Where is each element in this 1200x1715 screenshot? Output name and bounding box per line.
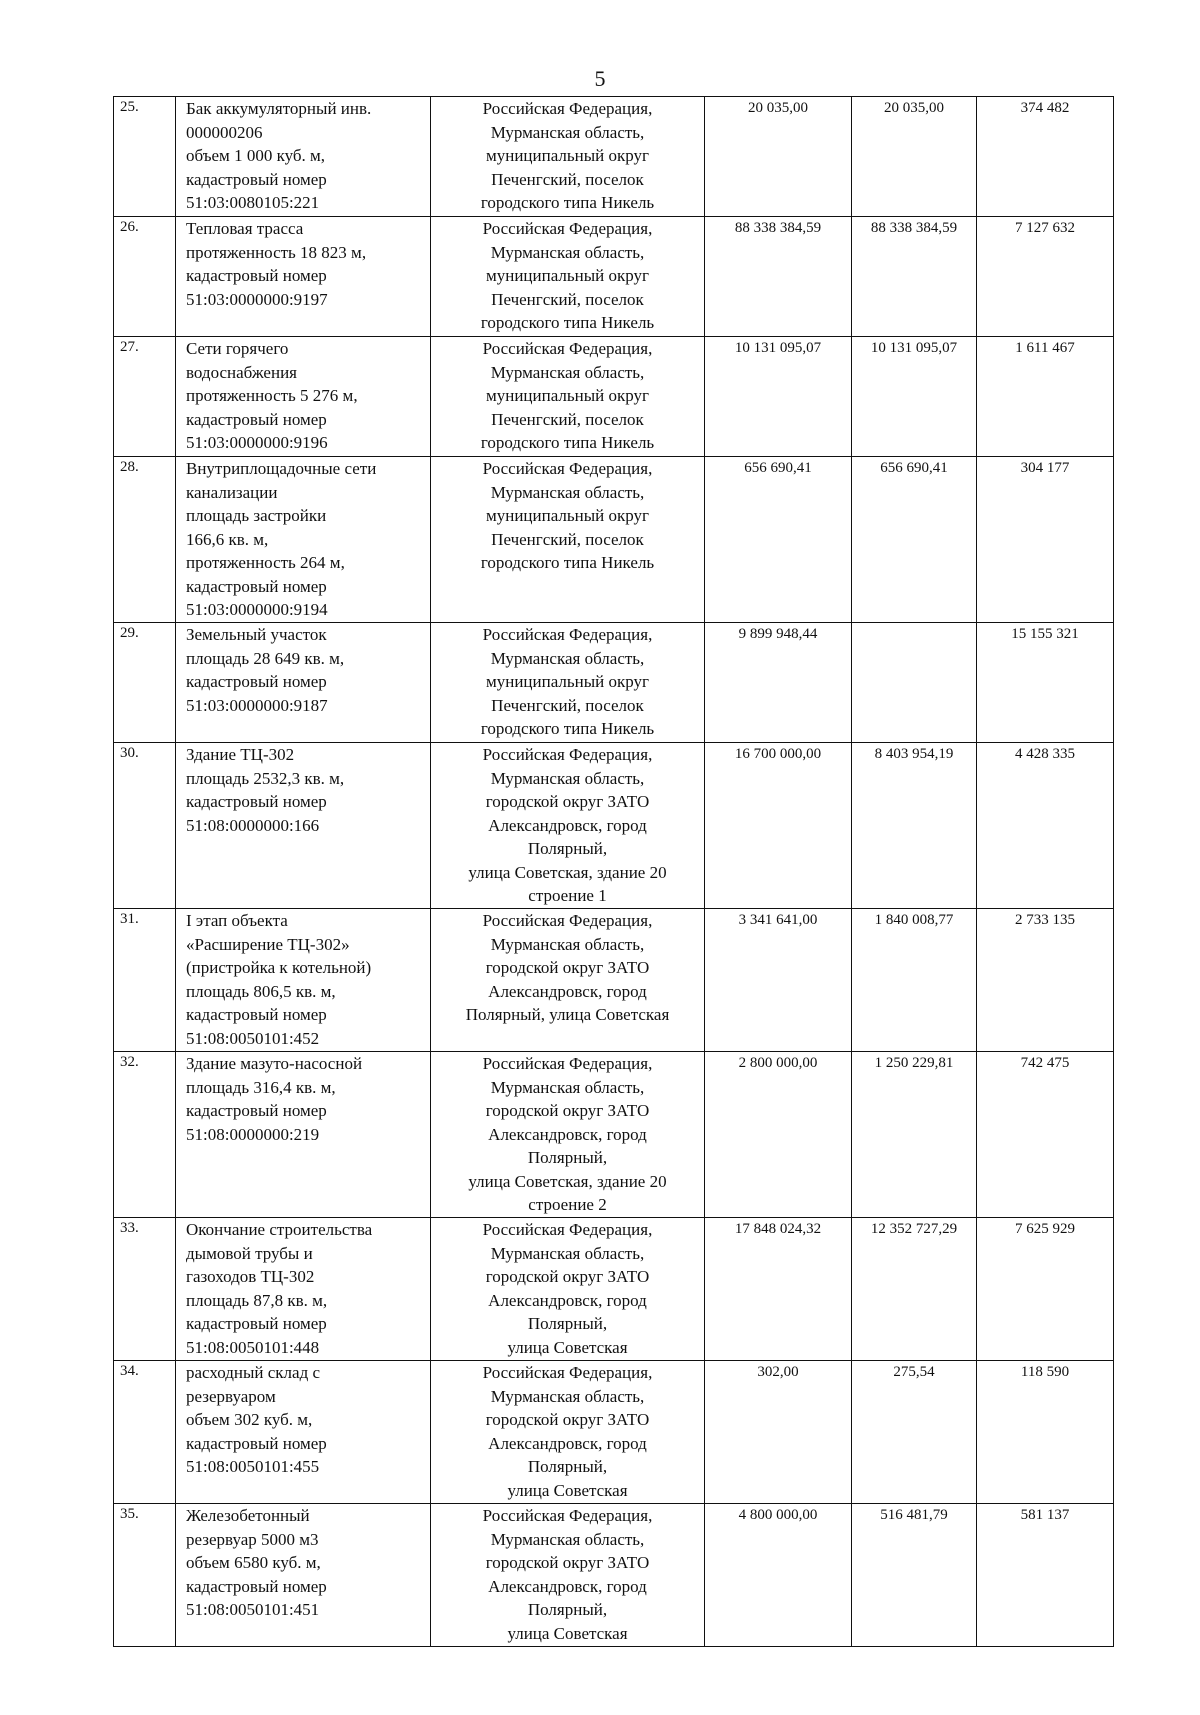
value-cell-3: 15 155 321 (977, 623, 1114, 743)
object-name-cell (176, 623, 431, 743)
address-line: Мурманская область, (490, 362, 645, 382)
value-cell-1: 17 848 024,32 (705, 1218, 852, 1361)
table-row (114, 909, 1114, 1052)
value-cell-1: 20 035,00 (705, 97, 852, 217)
value-cell-1: 2 800 000,00 (705, 1052, 852, 1218)
table-row (114, 623, 1114, 743)
object-name-line: кадастровый номер (186, 1005, 327, 1024)
object-name-line: площадь 87,8 кв. м, (186, 1290, 328, 1310)
object-name-line: кадастровый номер (186, 1576, 327, 1596)
object-name-line: кадастровый номер (186, 266, 327, 285)
row-number: 29. (114, 623, 176, 743)
address-line: муниципальный округ (485, 672, 650, 691)
object-name-line: 51:08:0000000:219 (186, 1124, 320, 1144)
object-name-line: кадастровый номер (186, 792, 327, 811)
address-line: Мурманская область, (490, 934, 645, 954)
row-number: 28. (114, 457, 176, 623)
address-line: Мурманская область, (490, 482, 645, 502)
object-name-line: протяженность 5 276 м, (186, 386, 358, 405)
object-name-line: резервуаром (186, 1386, 276, 1406)
object-name-line: объем 1 000 куб. м, (186, 146, 326, 165)
value-cell-3: 374 482 (977, 97, 1114, 217)
object-name-line: Окончание строительства (186, 1220, 373, 1239)
value-cell-3: 742 475 (977, 1052, 1114, 1218)
object-name-line: Железобетонный (186, 1506, 310, 1525)
address-cell (431, 1052, 705, 1218)
address-line: Александровск, город (488, 1124, 647, 1144)
object-name-line: Бак аккумуляторный инв. (186, 99, 372, 118)
address-line: Российская Федерация, (482, 625, 653, 644)
value-cell-2: 1 840 008,77 (852, 909, 977, 1052)
object-name-line: Земельный участок (186, 625, 327, 644)
address-line: Александровск, город (488, 1290, 647, 1310)
address-cell (431, 743, 705, 909)
address-line: Александровск, город (488, 815, 647, 835)
address-cell (431, 909, 705, 1052)
object-name-line: площадь застройки (186, 506, 327, 525)
object-name-line: площадь 28 649 кв. м, (186, 648, 345, 668)
address-line: городской округ ЗАТО (485, 958, 650, 977)
address-line: Печенгский, поселок (491, 695, 644, 715)
object-name-line: Здание мазуто-насосной (186, 1054, 363, 1073)
address-cell (431, 457, 705, 623)
object-name-cell (176, 457, 431, 623)
address-line: муниципальный округ (485, 386, 650, 405)
address-line: городской округ ЗАТО (485, 1553, 650, 1572)
value-cell-3: 581 137 (977, 1504, 1114, 1647)
value-cell-2: 10 131 095,07 (852, 337, 977, 457)
address-line: Мурманская область, (490, 1077, 645, 1097)
object-name-line: площадь 806,5 кв. м, (186, 981, 336, 1001)
object-name-line: (пристройка к котельной) (186, 958, 372, 977)
address-line: городской округ ЗАТО (485, 1267, 650, 1286)
address-line: Полярный, (527, 1600, 608, 1619)
address-cell (431, 1361, 705, 1504)
value-cell-3: 1 611 467 (977, 337, 1114, 457)
address-line: Российская Федерация, (482, 911, 653, 930)
value-cell-2: 656 690,41 (852, 457, 977, 623)
value-cell-3: 304 177 (977, 457, 1114, 623)
address-line: Мурманская область, (490, 122, 645, 142)
value-cell-1: 10 131 095,07 (705, 337, 852, 457)
address-line: Российская Федерация, (482, 1506, 653, 1525)
object-name-line: площадь 316,4 кв. м, (186, 1077, 336, 1097)
address-line: Российская Федерация, (482, 99, 653, 118)
object-name-line: площадь 2532,3 кв. м, (186, 768, 345, 788)
address-line: строение 2 (528, 1195, 607, 1214)
object-name-cell (176, 909, 431, 1052)
value-cell-1: 656 690,41 (705, 457, 852, 623)
address-line: Александровск, город (488, 1576, 647, 1596)
address-line: улица Советская (507, 1623, 628, 1643)
address-line: улица Советская (507, 1480, 628, 1500)
address-line: Российская Федерация, (482, 1363, 653, 1382)
address-line: городского типа Никель (480, 553, 655, 572)
row-number: 31. (114, 909, 176, 1052)
property-registry-table (113, 96, 1114, 1647)
address-line: Российская Федерация, (482, 219, 653, 238)
object-name-line: водоснабжения (186, 362, 297, 382)
object-name-line: Здание ТЦ-302 (186, 745, 295, 764)
address-line: городской округ ЗАТО (485, 792, 650, 811)
value-cell-1: 9 899 948,44 (705, 623, 852, 743)
table-row (114, 1052, 1114, 1218)
object-name-line: I этап объекта (186, 911, 288, 930)
row-number: 26. (114, 217, 176, 337)
address-line: Печенгский, поселок (491, 529, 644, 549)
address-cell (431, 337, 705, 457)
address-line: Полярный, (527, 1457, 608, 1476)
address-line: Полярный, улица Советская (465, 1005, 670, 1024)
value-cell-3: 7 127 632 (977, 217, 1114, 337)
object-name-line: 51:08:0050101:448 (186, 1337, 320, 1357)
value-cell-2: 1 250 229,81 (852, 1052, 977, 1218)
object-name-line: 51:08:0050101:452 (186, 1028, 320, 1048)
address-line: строение 1 (528, 886, 607, 905)
object-name-line: 166,6 кв. м, (186, 529, 269, 549)
table-row (114, 1218, 1114, 1361)
table-row (114, 217, 1114, 337)
object-name-line: 000000206 (186, 122, 263, 142)
address-line: городского типа Никель (480, 193, 655, 212)
address-line: Александровск, город (488, 981, 647, 1001)
object-name-line: дымовой трубы и (186, 1243, 313, 1263)
object-name-line: протяженность 18 823 м, (186, 242, 367, 262)
address-line: городского типа Никель (480, 719, 655, 738)
value-cell-2: 275,54 (852, 1361, 977, 1504)
address-cell (431, 1504, 705, 1647)
value-cell-2 (852, 623, 977, 743)
object-name-line: 51:08:0000000:166 (186, 815, 320, 835)
object-name-cell (176, 337, 431, 457)
object-name-cell (176, 1361, 431, 1504)
address-cell (431, 623, 705, 743)
object-name-line: кадастровый номер (186, 409, 327, 429)
address-line: Мурманская область, (490, 768, 645, 788)
value-cell-2: 8 403 954,19 (852, 743, 977, 909)
object-name-cell (176, 1504, 431, 1647)
object-name-line: расходный склад с (186, 1363, 321, 1382)
address-line: Мурманская область, (490, 648, 645, 668)
value-cell-3: 7 625 929 (977, 1218, 1114, 1361)
address-line: Мурманская область, (490, 1243, 645, 1263)
table-row (114, 1361, 1114, 1504)
page-number: 5 (594, 66, 606, 91)
object-name-cell (176, 743, 431, 909)
value-cell-3: 118 590 (977, 1361, 1114, 1504)
object-name-line: 51:03:0000000:9196 (186, 433, 328, 452)
address-cell (431, 217, 705, 337)
address-line: Полярный, (527, 1314, 608, 1333)
row-number: 30. (114, 743, 176, 909)
address-line: Российская Федерация, (482, 1220, 653, 1239)
address-line: Российская Федерация, (482, 459, 653, 478)
address-line: Мурманская область, (490, 242, 645, 262)
object-name-line: 51:08:0050101:451 (186, 1600, 320, 1619)
row-number: 25. (114, 97, 176, 217)
row-number: 32. (114, 1052, 176, 1218)
object-name-line: Сети горячего (186, 339, 289, 358)
value-cell-1: 88 338 384,59 (705, 217, 852, 337)
address-line: Александровск, город (488, 1433, 647, 1453)
address-cell (431, 97, 705, 217)
address-line: Российская Федерация, (482, 1054, 653, 1073)
object-name-line: 51:03:0080105:221 (186, 193, 320, 212)
object-name-line: объем 302 куб. м, (186, 1410, 313, 1429)
object-name-line: 51:03:0000000:9194 (186, 600, 328, 619)
address-line: муниципальный округ (485, 506, 650, 525)
address-line: муниципальный округ (485, 266, 650, 285)
object-name-line: канализации (186, 482, 278, 502)
value-cell-1: 16 700 000,00 (705, 743, 852, 909)
address-line: муниципальный округ (485, 146, 650, 165)
table-row (114, 337, 1114, 457)
address-line: Печенгский, поселок (491, 289, 644, 309)
value-cell-1: 3 341 641,00 (705, 909, 852, 1052)
address-line: Мурманская область, (490, 1529, 645, 1549)
value-cell-1: 302,00 (705, 1361, 852, 1504)
address-line: Полярный, (527, 1148, 608, 1167)
address-line: Печенгский, поселок (491, 169, 644, 189)
table-row (114, 97, 1114, 217)
table-row (114, 457, 1114, 623)
address-line: улица Советская, здание 20 (468, 862, 667, 882)
address-line: Мурманская область, (490, 1386, 645, 1406)
object-name-line: резервуар 5000 м3 (186, 1529, 319, 1549)
object-name-line: кадастровый номер (186, 672, 327, 691)
value-cell-2: 516 481,79 (852, 1504, 977, 1647)
value-cell-2: 12 352 727,29 (852, 1218, 977, 1361)
object-name-cell (176, 1052, 431, 1218)
value-cell-1: 4 800 000,00 (705, 1504, 852, 1647)
object-name-line: Тепловая трасса (186, 219, 304, 238)
object-name-line: «Расширение ТЦ-302» (186, 934, 350, 954)
object-name-line: кадастровый номер (186, 576, 327, 596)
row-number: 27. (114, 337, 176, 457)
table-row (114, 743, 1114, 909)
object-name-line: кадастровый номер (186, 1314, 327, 1333)
address-line: улица Советская (507, 1337, 628, 1357)
row-number: 35. (114, 1504, 176, 1647)
object-name-cell (176, 97, 431, 217)
object-name-line: Внутриплощадочные сети (186, 459, 377, 478)
object-name-line: кадастровый номер (186, 169, 327, 189)
object-name-cell (176, 1218, 431, 1361)
object-name-line: 51:08:0050101:455 (186, 1457, 320, 1476)
value-cell-2: 20 035,00 (852, 97, 977, 217)
address-line: Полярный, (527, 839, 608, 858)
object-name-line: 51:03:0000000:9187 (186, 695, 328, 715)
address-cell (431, 1218, 705, 1361)
address-line: Российская Федерация, (482, 339, 653, 358)
object-name-line: газоходов ТЦ-302 (186, 1267, 315, 1286)
address-line: городского типа Никель (480, 433, 655, 452)
object-name-cell (176, 217, 431, 337)
address-line: городской округ ЗАТО (485, 1410, 650, 1429)
value-cell-2: 88 338 384,59 (852, 217, 977, 337)
address-line: Российская Федерация, (482, 745, 653, 764)
object-name-line: 51:03:0000000:9197 (186, 289, 328, 309)
address-line: городской округ ЗАТО (485, 1101, 650, 1120)
object-name-line: кадастровый номер (186, 1433, 327, 1453)
row-number: 33. (114, 1218, 176, 1361)
address-line: городского типа Никель (480, 313, 655, 332)
address-line: Печенгский, поселок (491, 409, 644, 429)
object-name-line: протяженность 264 м, (186, 553, 345, 572)
row-number: 34. (114, 1361, 176, 1504)
value-cell-3: 2 733 135 (977, 909, 1114, 1052)
object-name-line: кадастровый номер (186, 1101, 327, 1120)
address-line: улица Советская, здание 20 (468, 1171, 667, 1191)
value-cell-3: 4 428 335 (977, 743, 1114, 909)
table-row (114, 1504, 1114, 1647)
registry-table-body (114, 97, 1114, 1647)
object-name-line: объем 6580 куб. м, (186, 1553, 321, 1572)
